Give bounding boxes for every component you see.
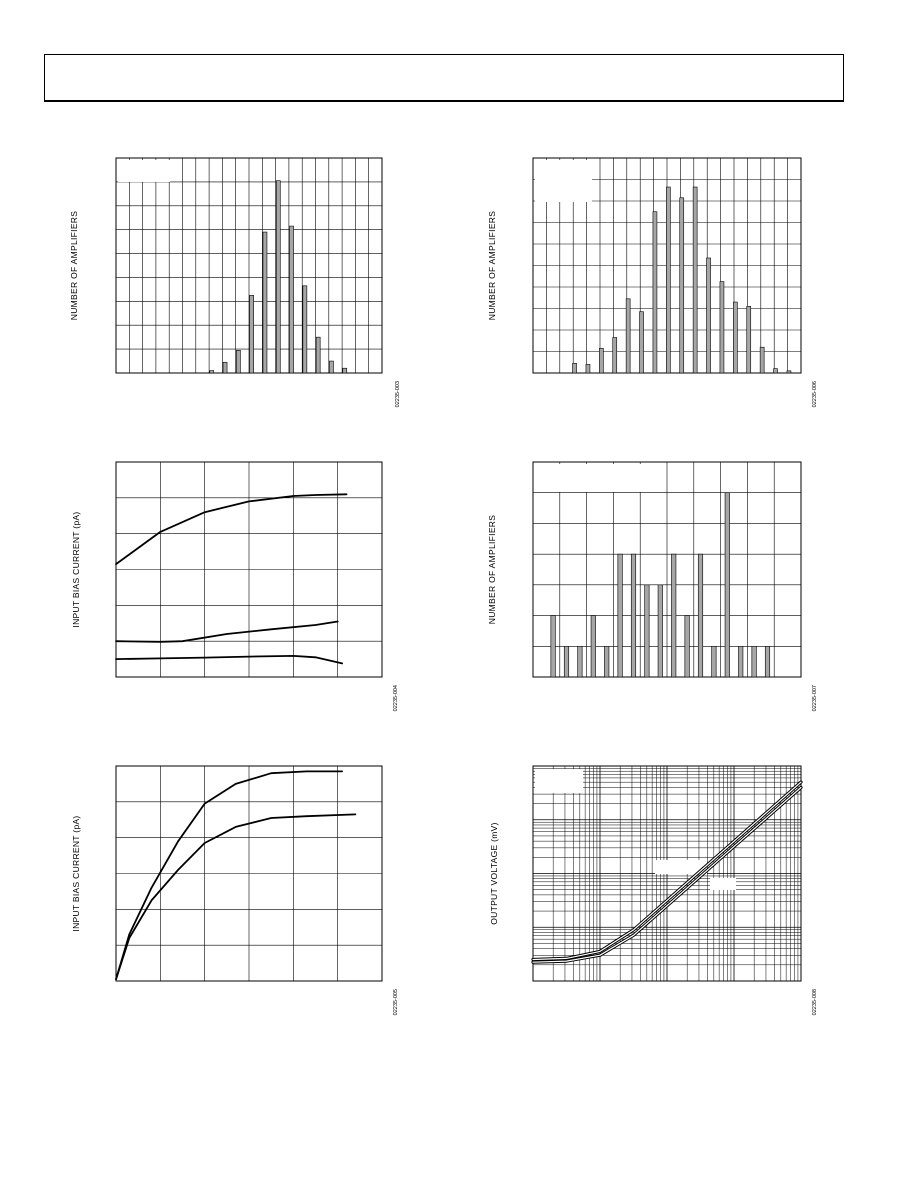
bar — [551, 616, 556, 677]
bar — [733, 302, 737, 373]
bar — [618, 554, 623, 677]
chart-tr — [487, 158, 818, 407]
bar — [752, 646, 757, 677]
legend-box — [710, 878, 736, 890]
legend-box — [535, 160, 592, 202]
bar — [573, 363, 577, 373]
figure-code: 02235-003 — [395, 381, 401, 408]
y-axis-label: NUMBER OF AMPLIFIERS — [69, 210, 79, 321]
bar — [653, 212, 657, 373]
bar — [578, 646, 583, 677]
bar — [276, 181, 280, 373]
bar — [591, 616, 596, 677]
bar — [343, 368, 347, 373]
bar — [626, 299, 630, 373]
legend-box — [535, 769, 583, 793]
bar — [712, 646, 717, 677]
figure-code: 02235-006 — [812, 381, 818, 408]
chart-mr — [487, 462, 818, 711]
bar — [564, 646, 569, 677]
bar — [640, 312, 644, 373]
legend-box — [535, 464, 643, 492]
series-line — [116, 656, 342, 664]
series-line — [116, 771, 342, 979]
legend-box — [118, 768, 160, 792]
figure-code: 02235-008 — [812, 989, 818, 1016]
y-axis-label: INPUT BIAS CURRENT (pA) — [71, 815, 81, 932]
bar — [720, 282, 724, 373]
bar — [631, 554, 636, 677]
bar — [698, 554, 703, 677]
bar — [604, 646, 609, 677]
bar — [685, 616, 690, 677]
figure-code: 02235-004 — [393, 685, 399, 712]
bar — [316, 337, 320, 373]
bar — [210, 371, 214, 373]
bar — [613, 338, 617, 373]
series-line — [116, 494, 347, 564]
bar — [586, 364, 590, 373]
bar — [693, 187, 697, 373]
bar — [774, 369, 778, 373]
bar — [760, 347, 764, 373]
y-axis-label: INPUT BIAS CURRENT (pA) — [71, 511, 81, 628]
series-line — [116, 814, 355, 979]
y-axis-label: OUTPUT VOLTAGE (mV) — [489, 822, 499, 925]
bar — [671, 554, 676, 677]
bar — [747, 306, 751, 373]
legend-box — [118, 464, 160, 486]
bar — [658, 585, 663, 677]
chart-br — [489, 766, 818, 1015]
bar — [666, 187, 670, 373]
bar — [787, 371, 791, 373]
chart-tl — [69, 158, 401, 407]
bar — [738, 646, 743, 677]
figure-code: 02235-007 — [812, 685, 818, 712]
bar — [236, 350, 240, 373]
bar — [680, 198, 684, 373]
bar — [707, 258, 711, 373]
bar — [250, 295, 254, 373]
figure-code: 02235-005 — [393, 989, 399, 1016]
bar — [599, 348, 603, 373]
bar — [645, 585, 650, 677]
bar — [290, 226, 294, 373]
bar — [263, 232, 267, 373]
bar — [329, 361, 333, 373]
bar — [725, 493, 730, 677]
y-axis-label: NUMBER OF AMPLIFIERS — [487, 210, 497, 321]
bar — [223, 362, 227, 373]
bar — [765, 646, 770, 677]
y-axis-label: NUMBER OF AMPLIFIERS — [487, 514, 497, 625]
series-line — [116, 622, 338, 642]
bar — [303, 286, 307, 373]
legend-box — [118, 160, 170, 182]
chart-ml — [71, 462, 399, 711]
chart-bl — [71, 766, 399, 1015]
